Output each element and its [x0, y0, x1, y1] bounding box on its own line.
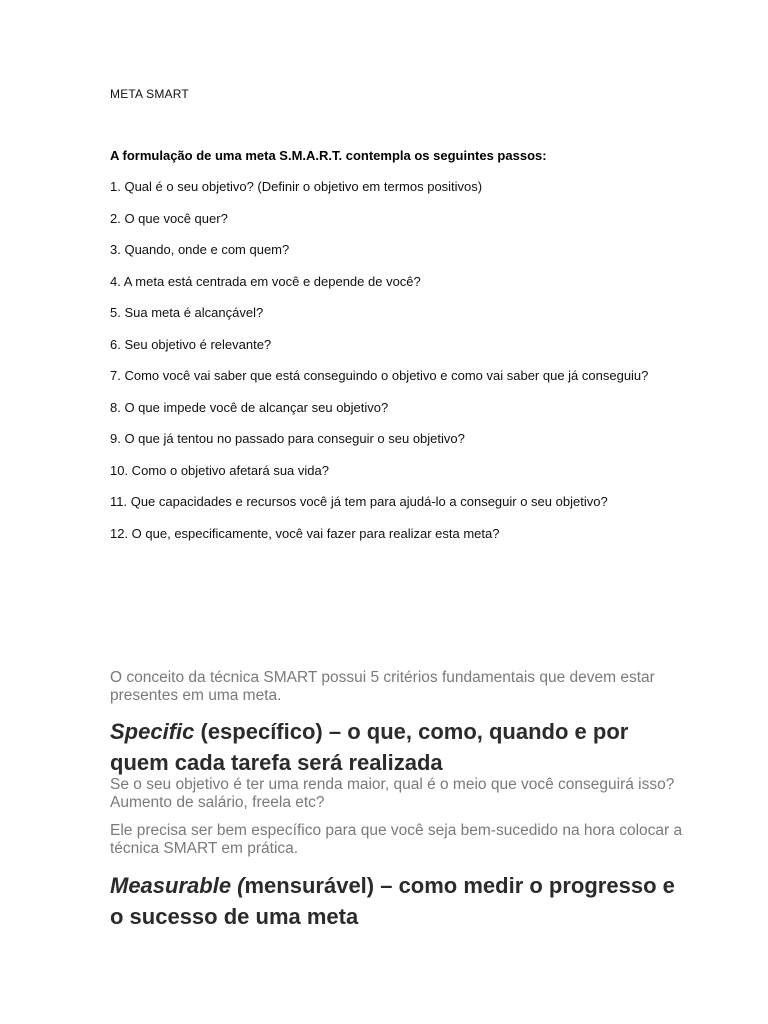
- specific-keyword: Specific: [110, 719, 195, 744]
- step-item: 1. Qual é o seu objetivo? (Definir o objetivo em termos positivos): [110, 179, 483, 194]
- step-item: 8. O que impede você de alcançar seu objetivo?: [110, 399, 389, 415]
- step-item: 2. O que você quer?: [110, 210, 228, 226]
- intro-text: A formulação de uma meta S.M.A.R.T. contempla os seguintes passos:: [110, 148, 547, 163]
- specific-heading-rest: (específico) – o que, como, quando e por quem cada tarefa será realizada: [110, 719, 629, 775]
- specific-heading: [110, 716, 690, 778]
- step-item: 9. O que já tentou no passado para conseguir o seu objetivo?: [110, 431, 465, 446]
- measurable-keyword: Measurable (: [110, 873, 245, 898]
- step-item: 4. A meta está centrada em você e depende de você?: [110, 273, 421, 289]
- concept-paragraph: O conceito da técnica SMART possui 5 critérios fundamentais que devem estar presentes em uma meta.: [110, 669, 655, 704]
- specific-paragraph: Se o seu objetivo é ter uma renda maior, qual é o meio que você conseguirá isso? Aumento de salário, freela etc?: [110, 776, 675, 811]
- steps-list: [110, 179, 670, 557]
- step-item: 6. Seu objetivo é relevante?: [110, 336, 272, 352]
- step-item: 5. Sua meta é alcançável?: [110, 305, 264, 320]
- measurable-heading-rest: mensurável) – como medir o progresso e o sucesso de uma meta: [110, 873, 675, 929]
- step-item: 11. Que capacidades e recursos você já tem para ajudá-lo a conseguir o seu objetivo?: [110, 494, 608, 509]
- step-item: 10. Como o objetivo afetará sua vida?: [110, 462, 329, 478]
- document-title: META SMART: [110, 87, 189, 101]
- step-item: 3. Quando, onde e com quem?: [110, 242, 290, 257]
- measurable-heading: [110, 870, 690, 932]
- step-item: 7. Como você vai saber que está conseguindo o objetivo e como vai saber que já conseguiu?: [110, 368, 649, 383]
- specific-paragraph: Ele precisa ser bem específico para que você seja bem-sucedido na hora colocar a técnica SMART em prática.: [110, 822, 683, 857]
- step-item: 12. O que, especificamente, você vai fazer para realizar esta meta?: [110, 525, 500, 541]
